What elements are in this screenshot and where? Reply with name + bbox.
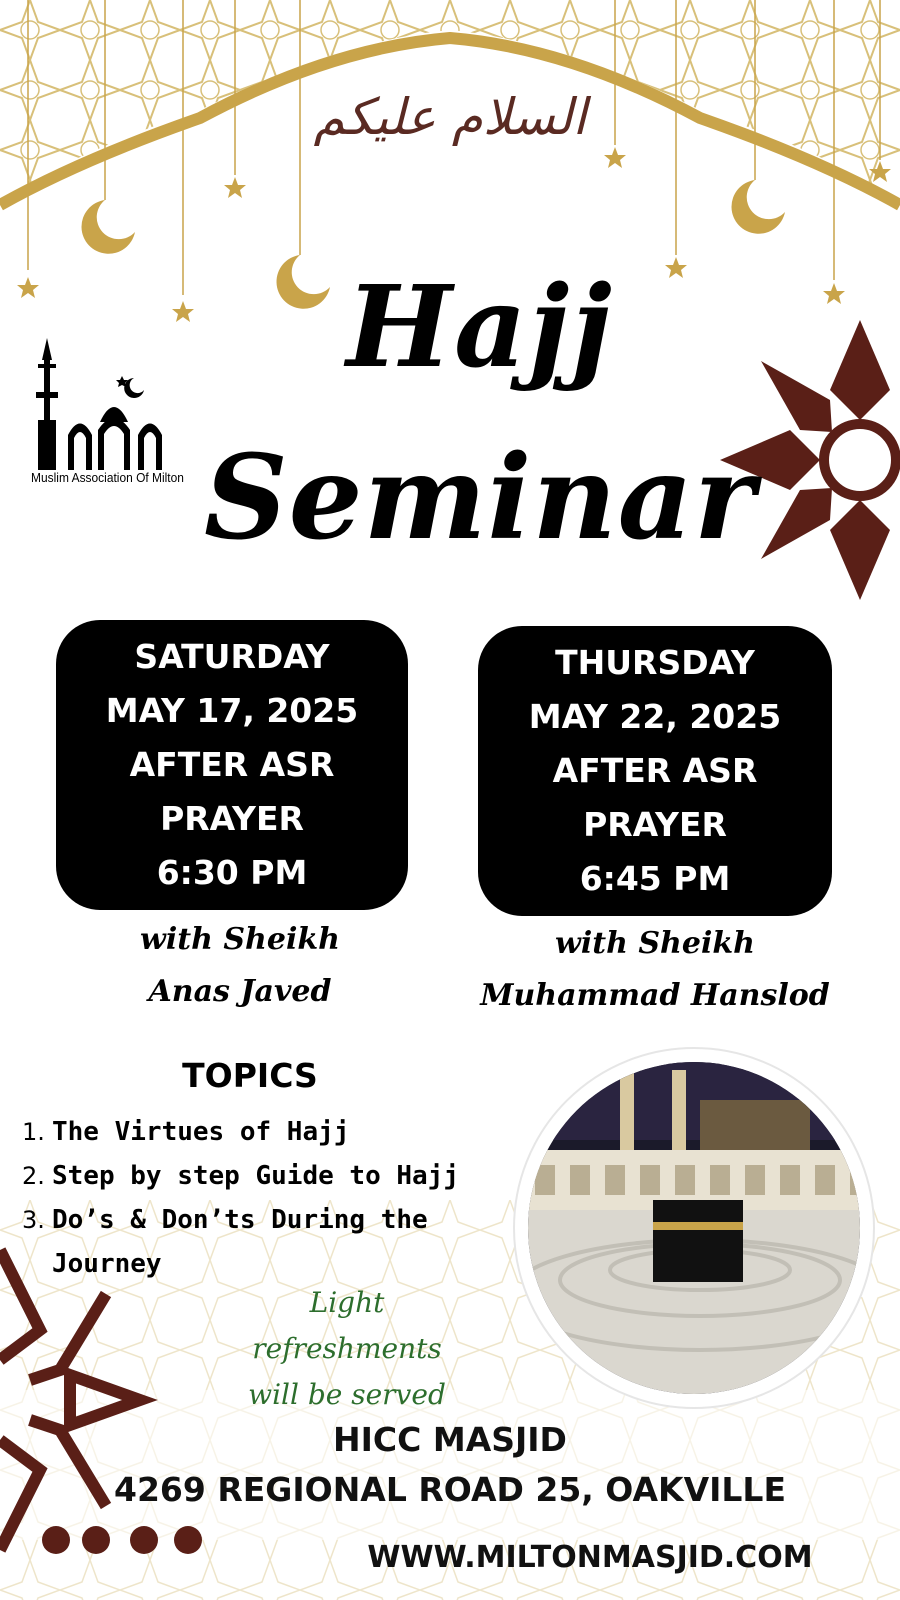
session-1-day: SATURDAY xyxy=(134,637,330,676)
topic-text: Do’s & Don’ts During the Journey xyxy=(52,1205,428,1279)
session-2-after: AFTER ASR xyxy=(552,751,758,790)
venue-address: 4269 REGIONAL ROAD 25, OAKVILLE xyxy=(113,1470,787,1509)
session-box-2 xyxy=(478,626,832,916)
topic-item xyxy=(22,1154,492,1198)
topic-text: The Virtues of Hajj xyxy=(52,1117,350,1147)
topics-heading: TOPICS xyxy=(182,1056,318,1095)
decor-dot xyxy=(42,1526,70,1554)
star-icon xyxy=(604,147,626,168)
speaker-1-prefix: with Sheikh xyxy=(140,922,340,957)
topic-number: 1. xyxy=(22,1118,45,1146)
session-2-time: 6:45 PM xyxy=(579,859,731,898)
mam-logo xyxy=(10,330,205,500)
topics-list xyxy=(22,1110,492,1286)
star-icon xyxy=(172,301,194,322)
refreshments-line-2: will be served xyxy=(248,1378,446,1411)
session-2-date: MAY 22, 2025 xyxy=(528,697,782,736)
decor-dot xyxy=(130,1526,158,1554)
decor-dot xyxy=(82,1526,110,1554)
title-line-1: Hajj xyxy=(346,262,614,393)
topic-text: Step by step Guide to Hajj xyxy=(52,1161,459,1191)
website-link[interactable]: WWW.MILTONMASJID.COM xyxy=(367,1540,813,1575)
arabic-greeting: السلام عليكم xyxy=(313,88,587,146)
session-1-date: MAY 17, 2025 xyxy=(105,691,359,730)
speaker-2-prefix: with Sheikh xyxy=(555,926,755,961)
star-icon xyxy=(224,177,246,198)
topic-item xyxy=(22,1110,492,1154)
crescent-icon xyxy=(732,180,785,234)
session-2-prayer: PRAYER xyxy=(583,805,727,844)
session-2-day: THURSDAY xyxy=(555,643,755,682)
topic-item xyxy=(22,1198,492,1286)
session-box-1 xyxy=(56,620,408,910)
logo-caption: Muslim Association Of Milton xyxy=(31,470,184,485)
star-icon xyxy=(823,283,845,304)
speaker-2 xyxy=(470,918,840,1022)
speaker-1 xyxy=(100,914,380,1018)
session-1-after: AFTER ASR xyxy=(129,745,335,784)
speaker-1-name: Anas Javed xyxy=(148,974,332,1009)
speaker-2-name: Muhammad Hanslod xyxy=(480,978,830,1013)
mosque-logo-icon xyxy=(10,330,205,470)
star-icon xyxy=(17,277,39,298)
refreshments-note xyxy=(212,1280,482,1418)
refreshments-line-1: Light refreshments xyxy=(252,1286,442,1365)
title-line-2: Seminar xyxy=(204,430,756,566)
session-1-prayer: PRAYER xyxy=(160,799,304,838)
venue-name: HICC MASJID xyxy=(333,1420,567,1459)
session-1-time: 6:30 PM xyxy=(156,853,308,892)
crescent-icon xyxy=(82,200,135,254)
topic-number: 3. xyxy=(22,1206,45,1234)
decor-dot xyxy=(174,1526,202,1554)
topic-number: 2. xyxy=(22,1162,45,1190)
